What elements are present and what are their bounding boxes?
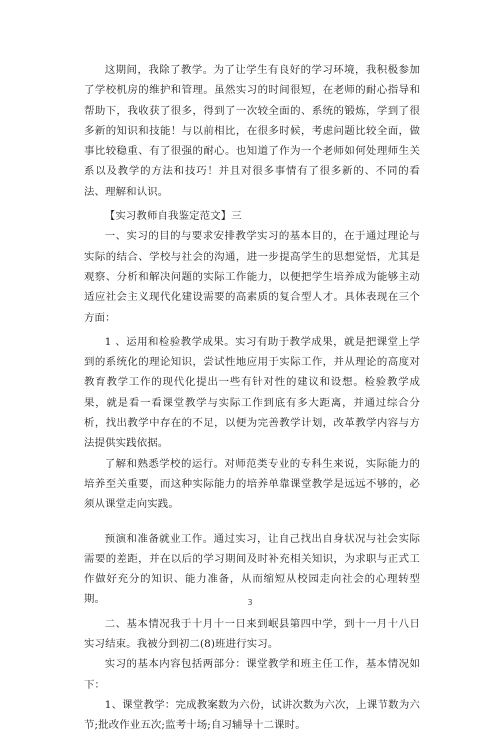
section-heading: 【实习教师自我鉴定范文】三 — [104, 210, 242, 223]
page-number: 3 — [247, 598, 253, 607]
paragraph-purpose: 一、实习的目的与要求安排教学实习的基本目的，在于通过理论与实际的结合、学校与社会的沟通，进一步提高学生的思想觉悟，尤其是观察、分析和解决问题的实际工作能力，以便把学生培养成为能够主动适应社会主义现代化建设需要的高素质的复合型人才。具体表现在三个方面： — [84, 230, 420, 324]
paragraph-school-operation: 了解和熟悉学校的运行。对师范类专业的专科生来说，实际能力的培养至关重要，而这种实际能力的培养单靠课堂教学是远远不够的，必须从课堂走向实践。 — [84, 457, 420, 511]
spacer — [84, 515, 420, 529]
paragraph-internship-summary: 这期间，我除了教学。为了让学生有良好的学习环境，我积极参加了学校机房的维护和管理。虽然实习的时间很短，在老师的耐心指导和帮助下，我收获了很多，得到了一次较全面的、系统的锻炼，学到了很多新的知识和技能！与以前相比，在很多时候，考虑问题比较全面，做事比较稳重、有了很强的耐心。也知道了作为一个老师如何处理师生关系以及教学的方法和技巧！并且对很多事情有了很多新的、不同的看法、理解和认识。 — [84, 64, 420, 198]
document-body — [84, 60, 420, 736]
paragraph-content-parts: 实习的基本内容包括两部分：课堂教学和班主任工作，基本情况如下： — [84, 658, 420, 691]
paragraph-employment-prep: 预演和准备就业工作。通过实习，让自己找出自身状况与社会实际需要的差距，并在以后的学习期间及时补充相关知识，为求职与正式工作做好充分的知识、能力准备，从而缩短从校园走向社会的心理转型期。 — [84, 532, 420, 606]
paragraph-basic-situation: 二、基本情况我于十月十一日来到岷县第四中学，到十一月十八日实习结束。我被分到初二(8)班进行实习。 — [84, 617, 420, 651]
paragraph-classroom-teaching: 1、课堂教学：完成教案数为六份，试讲次数为六次，上课节数为六节;批改作业五次;监考十场;自习辅导十二课时。 — [84, 698, 420, 732]
paragraph-teaching-results: 1 、运用和检验教学成果。实习有助于教学成果，就是把课堂上学到的系统化的理论知识，尝试性地应用于实际工作，并从理论的高度对教育教学工作的现代化提出一些有针对性的建议和设想。检验教学成果，就是看一看课堂教学与实际工作到底有多大距离，并通过综合分析，找出教学中存在的不足，以便为完善教学计划，改革教学内容与方法提供实践依据。 — [84, 335, 420, 450]
